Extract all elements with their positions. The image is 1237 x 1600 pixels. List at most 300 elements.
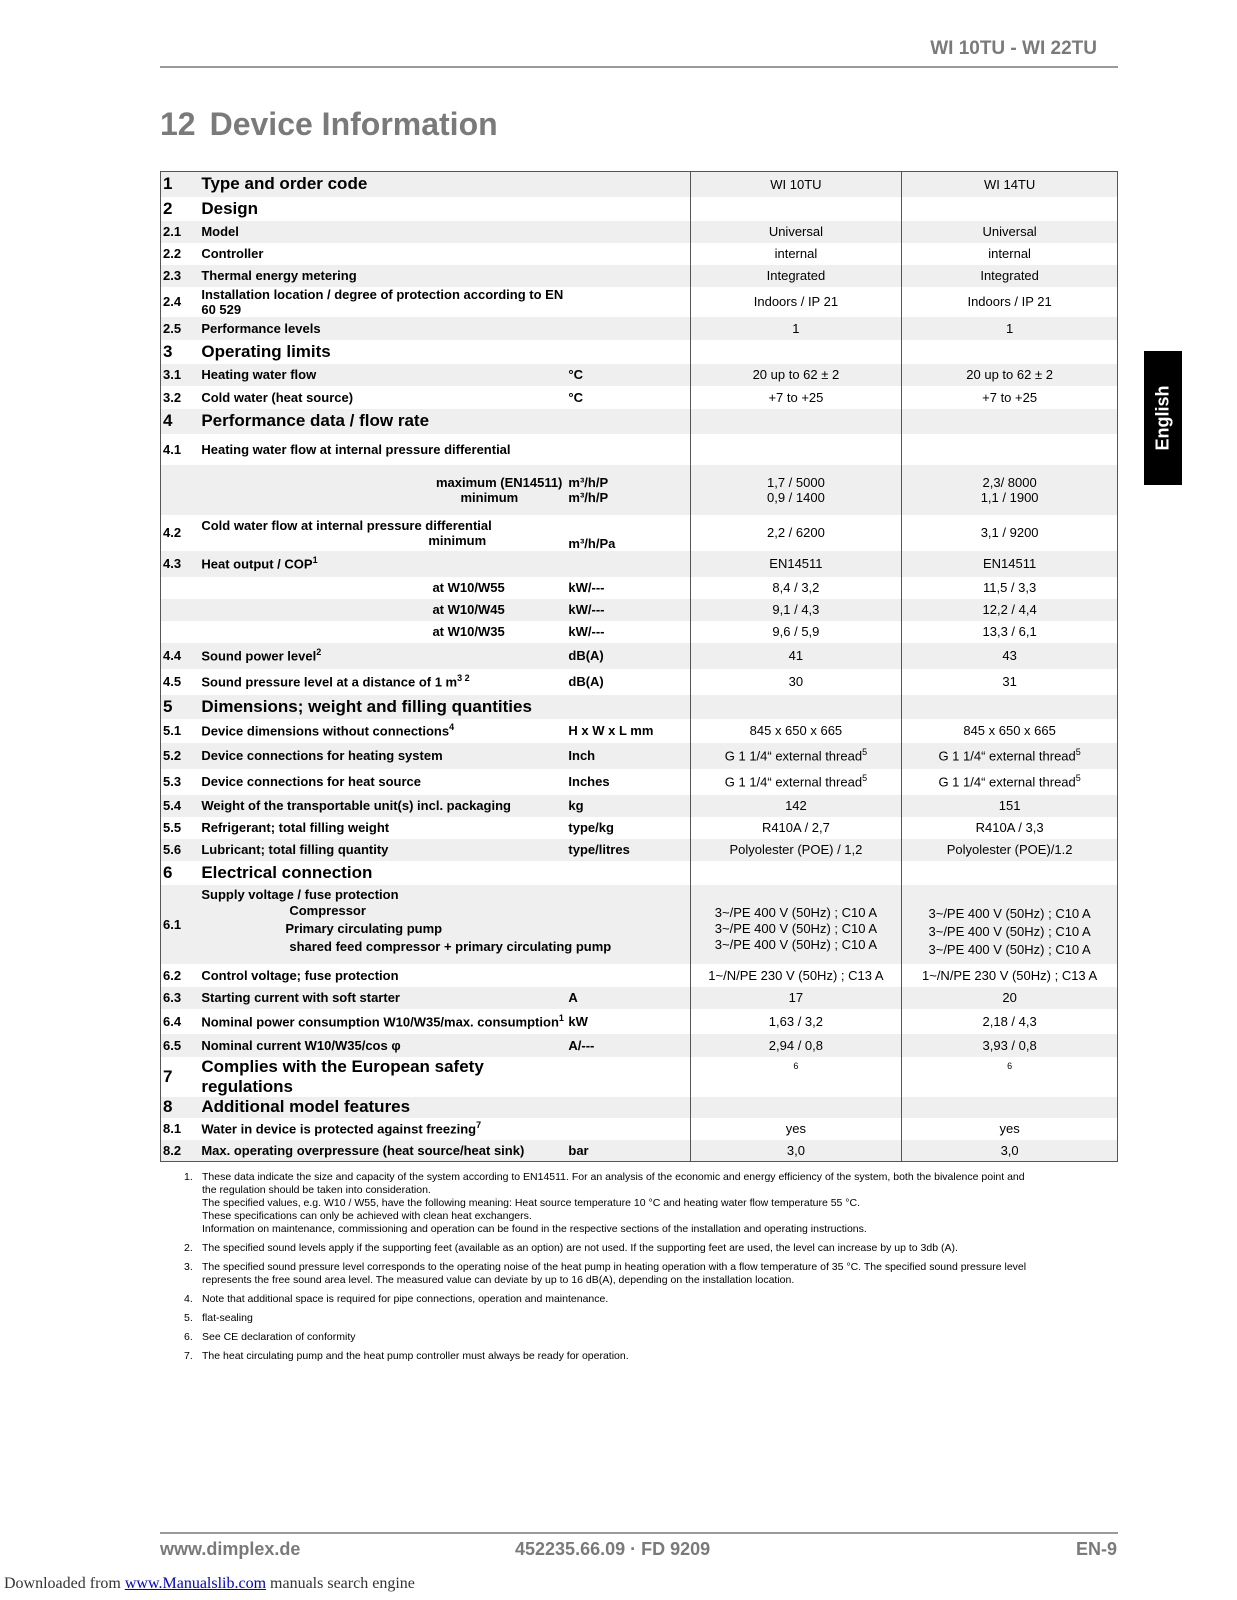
- row-number: 2.5: [161, 317, 200, 340]
- row-label: Thermal energy metering: [201, 268, 357, 283]
- row-sublabel: maximum (EN14511): [435, 474, 563, 490]
- footnote-number: 6.: [184, 1331, 193, 1343]
- value-wi14tu: G 1 1/4“ external thread: [938, 774, 1076, 790]
- value-wi10tu: 8,4 / 3,2: [690, 577, 902, 599]
- row-label-cell: [199, 1009, 566, 1034]
- row-label: Performance data / flow rate: [201, 411, 430, 430]
- value-wi10tu: yes: [785, 1121, 807, 1136]
- table-row: [161, 743, 1118, 769]
- value-wi10tu: 1~/N/PE 230 V (50Hz) ; C13 A: [708, 967, 884, 983]
- row-unit: m³/h/P: [568, 474, 609, 490]
- row-unit: kW/---: [566, 621, 690, 643]
- value-wi10tu: R410A / 2,7: [761, 820, 830, 835]
- table-row: [161, 409, 1118, 434]
- footnote-text: These specifications can only be achieved with clean heat exchangers.: [202, 1210, 532, 1222]
- value-wi14tu: G 1 1/4“ external thread: [938, 748, 1076, 764]
- row-label-cell: [199, 386, 566, 409]
- row-label: Dimensions; weight and filling quantities: [201, 696, 532, 716]
- value-wi10tu: 2,2 / 6200: [690, 515, 902, 551]
- footnote-ref: 4: [449, 722, 455, 733]
- row-unit: bar: [566, 1140, 690, 1162]
- row-unit: [566, 964, 690, 987]
- row-label: Water in device is protected against freezing: [201, 1121, 477, 1137]
- footnote-text: The specified sound levels apply if the supporting feet (available as an option) are not used. If the supporting feet are used, the level can increase by up to 3db (A).: [202, 1242, 958, 1254]
- row-unit: [566, 221, 690, 243]
- table-row: [161, 577, 1118, 599]
- value-wi14tu: 6: [1007, 1060, 1013, 1071]
- row-label: Additional model features: [201, 1097, 411, 1116]
- row-number: 6.3: [161, 987, 200, 1009]
- value-wi10tu: 1,7 / 5000: [767, 474, 825, 490]
- row-label-cell: [199, 839, 566, 861]
- value-wi10tu-cell: [690, 669, 902, 695]
- value-wi14tu-cell: [902, 172, 1118, 197]
- footnote-number: 3.: [184, 1261, 193, 1273]
- table-row: [161, 317, 1118, 340]
- footnote-ref: 5: [862, 747, 868, 758]
- value-wi14tu-cell: [902, 964, 1118, 987]
- value-wi10tu: 30: [788, 674, 804, 689]
- table-row: [161, 817, 1118, 839]
- value-wi14tu-cell: [902, 987, 1118, 1009]
- row-label-cell: [199, 265, 566, 287]
- value-wi10tu: Polyolester (POE) / 1,2: [729, 842, 863, 857]
- row-number: 4.5: [161, 669, 200, 695]
- footnote-text: The heat circulating pump and the heat pump controller must always be ready for operation.: [202, 1350, 629, 1362]
- row-label-cell: [199, 287, 566, 317]
- value-wi14tu-cell: [902, 197, 1118, 221]
- row-label-cell: [199, 465, 432, 515]
- row-unit: kW/---: [566, 577, 690, 599]
- table-row: [161, 621, 1118, 643]
- row-unit: m³/h/Pa: [566, 515, 690, 551]
- value-wi14tu: 2,3/ 8000: [982, 474, 1037, 490]
- value-wi10tu-cell: [690, 340, 902, 364]
- value-wi10tu: 1,63 / 3,2: [768, 1013, 824, 1029]
- row-number: 5.3: [161, 769, 200, 795]
- row-label: Performance levels: [201, 320, 321, 336]
- footnote-item: [184, 1350, 1104, 1363]
- value-wi14tu-cell: [902, 1057, 1118, 1097]
- row-number: 8: [161, 1097, 200, 1118]
- table-row: [161, 1140, 1118, 1162]
- row-number: 6: [161, 861, 200, 885]
- value-wi10tu-cell: [690, 386, 902, 409]
- row-unit: [566, 317, 690, 340]
- value-wi14tu-cell: [902, 265, 1118, 287]
- row-label-cell: [199, 861, 566, 885]
- row-number: 4.4: [161, 643, 200, 669]
- row-label-cell: [199, 743, 566, 769]
- value-wi10tu-cell: [690, 695, 902, 719]
- value-wi14tu: 20: [1002, 990, 1017, 1005]
- value-wi10tu: +7 to +25: [768, 389, 824, 405]
- row-unit-cell: [566, 465, 690, 515]
- value-wi14tu: 845 x 650 x 665: [963, 723, 1056, 738]
- value-wi10tu: 41: [788, 648, 804, 663]
- row-number: 5.5: [161, 817, 200, 839]
- value-wi14tu-cell: [902, 643, 1118, 669]
- value-wi10tu: G 1 1/4“ external thread: [724, 774, 863, 790]
- table-row: [161, 221, 1118, 243]
- row-sublabel: Primary circulating pump: [285, 920, 443, 936]
- table-row: [161, 197, 1118, 221]
- row-label: Device connections for heating system: [201, 748, 443, 763]
- value-wi14tu: +7 to +25: [982, 389, 1038, 405]
- row-number: 2.3: [161, 265, 200, 287]
- footnote-text: See CE declaration of conformity: [202, 1331, 356, 1343]
- row-label: Lubricant; total filling quantity: [201, 842, 389, 857]
- value-wi10tu-cell: [690, 265, 902, 287]
- row-unit: A/---: [566, 1034, 690, 1057]
- row-label: Nominal current W10/W35/cos φ: [201, 1037, 401, 1053]
- value-wi10tu: 20 up to 62 ± 2: [752, 367, 840, 382]
- table-row: [161, 839, 1118, 861]
- row-label: Nominal power consumption W10/W35/max. consumption: [201, 1014, 559, 1030]
- value-wi10tu: G 1 1/4“ external thread: [724, 748, 863, 764]
- row-label-cell: [199, 795, 566, 817]
- header-rule: [160, 66, 1118, 68]
- value-wi14tu: Universal: [982, 224, 1037, 239]
- table-row: [161, 1057, 1118, 1097]
- row-unit: dB(A): [566, 669, 690, 695]
- footnote-item: [184, 1171, 1104, 1236]
- row-number: [161, 577, 200, 599]
- row-number: 1: [161, 172, 200, 197]
- value-wi14tu-cell: [902, 386, 1118, 409]
- value-wi14tu: EN14511: [982, 556, 1037, 571]
- value-wi10tu: 142: [785, 798, 807, 813]
- row-unit: [566, 1097, 690, 1118]
- footnote-item: [184, 1331, 1104, 1344]
- value-wi10tu-cell: [690, 243, 902, 265]
- value-wi14tu: yes: [999, 1121, 1020, 1136]
- row-number: 6.5: [161, 1034, 200, 1057]
- value-wi10tu-cell: [690, 1034, 902, 1057]
- table-row: [161, 861, 1118, 885]
- row-number: [161, 465, 200, 515]
- value-wi14tu: Indoors / IP 21: [967, 294, 1052, 309]
- row-label-cell: [199, 885, 690, 964]
- value-wi10tu: 9,1 / 4,3: [690, 599, 902, 621]
- row-label-cell: [199, 172, 566, 197]
- row-label-cell: [199, 769, 566, 795]
- row-label-cell: [199, 551, 566, 577]
- row-unit: [566, 861, 690, 885]
- row-label-cell: [199, 987, 566, 1009]
- value-wi14tu: 3~/PE 400 V (50Hz) ; C10 A: [928, 924, 1091, 939]
- value-wi14tu: 3,1 / 9200: [902, 515, 1118, 551]
- row-label-cell: [199, 1118, 566, 1140]
- row-sublabel: Compressor: [289, 902, 366, 918]
- value-wi14tu-cell: [902, 1009, 1118, 1034]
- row-unit: [566, 551, 690, 577]
- value-wi10tu: 845 x 650 x 665: [749, 723, 843, 738]
- table-row: [161, 669, 1118, 695]
- value-wi10tu-cell: [690, 197, 902, 221]
- table-row: [161, 386, 1118, 409]
- row-unit: °C: [566, 386, 690, 409]
- value-wi14tu: 43: [1002, 648, 1017, 663]
- row-number: 8.1: [161, 1118, 200, 1140]
- row-label: Starting current with soft starter: [201, 990, 400, 1005]
- row-label: Electrical connection: [201, 862, 373, 882]
- value-wi14tu-cell: [902, 861, 1118, 885]
- footnote-ref: 5: [862, 773, 868, 784]
- value-wi14tu-cell: [902, 221, 1118, 243]
- footnote-ref: 5: [1075, 747, 1081, 758]
- row-unit: H x W x L mm: [566, 719, 690, 743]
- value-wi14tu: Polyolester (POE)/1.2: [946, 842, 1073, 857]
- footnote-text: The specified sound pressure level corresponds to the operating noise of the heat pump in heating operation with a flow temperature of 35 °C. The specified sound pressure level: [202, 1261, 1027, 1273]
- download-notice: [4, 1575, 415, 1593]
- row-label-cell: [199, 243, 566, 265]
- table-row: [161, 1034, 1118, 1057]
- value-wi10tu-cell: [690, 987, 902, 1009]
- footnote-text: flat-sealing: [202, 1312, 253, 1324]
- value-wi10tu: 3~/PE 400 V (50Hz) ; C10 A: [714, 921, 878, 936]
- row-unit: [566, 340, 690, 364]
- device-info-table: [160, 171, 1118, 1162]
- row-label-cell: [199, 577, 432, 599]
- value-wi14tu: 11,5 / 3,3: [902, 577, 1118, 599]
- row-label-cell: [199, 221, 566, 243]
- row-unit: °C: [566, 364, 690, 386]
- row-number: 4.2: [161, 515, 200, 551]
- row-number: [161, 621, 200, 643]
- row-label: Heating water flow: [201, 367, 317, 382]
- row-number: 5.2: [161, 743, 200, 769]
- row-number: 4: [161, 409, 200, 434]
- value-wi14tu-cell: [902, 434, 1118, 465]
- table-row: [161, 719, 1118, 743]
- row-label: Controller: [201, 246, 264, 261]
- row-label: Model: [201, 224, 239, 239]
- download-suffix: manuals search engine: [266, 1575, 415, 1592]
- row-number: 6.2: [161, 964, 200, 987]
- value-wi14tu-cell: [902, 287, 1118, 317]
- footnote-text: These data indicate the size and capacity of the system according to EN14511. For an analysis of the economic and energy efficiency of the system, both the bivalence point and: [202, 1171, 1025, 1183]
- row-unit: A: [566, 987, 690, 1009]
- row-sublabel: minimum: [428, 532, 487, 548]
- value-wi10tu-cell: [690, 1009, 902, 1034]
- row-number: 5.4: [161, 795, 200, 817]
- footnote-ref: 7: [476, 1120, 482, 1131]
- row-label: Weight of the transportable unit(s) incl. packaging: [201, 798, 511, 813]
- table-row: [161, 340, 1118, 364]
- row-number: 6.1: [161, 885, 200, 964]
- value-wi14tu-cell: [902, 551, 1118, 577]
- table-row: [161, 795, 1118, 817]
- row-label-cell: [199, 695, 566, 719]
- value-wi14tu: internal: [988, 246, 1031, 261]
- header-title: WI 10TU - WI 22TU: [930, 38, 1097, 59]
- row-number: 2: [161, 197, 200, 221]
- value-wi14tu: 2,18 / 4,3: [982, 1013, 1037, 1029]
- row-number: 4.1: [161, 434, 200, 465]
- footer-rule: [160, 1532, 1118, 1534]
- row-label: Heat output / COP: [201, 556, 313, 572]
- row-label-cell: [199, 317, 566, 340]
- row-label-cell: [199, 621, 432, 643]
- row-number: [161, 599, 200, 621]
- value-wi14tu-cell: [902, 719, 1118, 743]
- value-wi10tu: WI 10TU: [770, 176, 822, 192]
- table-row: [161, 287, 1118, 317]
- row-label-cell: [199, 1097, 566, 1118]
- value-wi10tu-cell: [690, 817, 902, 839]
- value-wi14tu: 1: [1006, 320, 1014, 336]
- row-unit: m³/h/P: [568, 489, 609, 505]
- value-wi10tu-cell: [690, 719, 902, 743]
- footnote-number: 7.: [184, 1350, 193, 1362]
- row-unit: type/litres: [566, 839, 690, 861]
- value-wi14tu-cell: [902, 795, 1118, 817]
- value-wi14tu-cell: [902, 885, 1118, 964]
- row-label-cell: [199, 817, 566, 839]
- row-label: Cold water flow at internal pressure differential: [201, 517, 492, 533]
- row-label-cell: [199, 719, 566, 743]
- value-wi10tu-cell: [690, 172, 902, 197]
- value-wi14tu: 12,2 / 4,4: [902, 599, 1118, 621]
- footnote-ref: 1: [312, 555, 318, 566]
- value-wi14tu-cell: [902, 465, 1118, 515]
- value-wi14tu-cell: [902, 317, 1118, 340]
- row-unit: type/kg: [566, 817, 690, 839]
- value-wi10tu-cell: [690, 317, 902, 340]
- table-row: [161, 243, 1118, 265]
- value-wi10tu-cell: [690, 885, 902, 964]
- download-prefix: Downloaded from: [4, 1575, 125, 1592]
- row-label: Installation location / degree of protection according to EN 60 529: [201, 286, 564, 317]
- table-row: [161, 265, 1118, 287]
- value-wi14tu-cell: [902, 1140, 1118, 1162]
- row-label: Heating water flow at internal pressure differential: [201, 441, 511, 457]
- value-wi10tu-cell: [690, 364, 902, 386]
- table-row: [161, 364, 1118, 386]
- value-wi10tu: 2,94 / 0,8: [768, 1037, 824, 1053]
- value-wi14tu: R410A / 3,3: [975, 820, 1044, 835]
- row-sublabel: at W10/W55: [432, 577, 566, 599]
- row-label-cell: [199, 340, 566, 364]
- table-row: [161, 964, 1118, 987]
- value-wi10tu-cell: [690, 743, 902, 769]
- value-wi10tu: 1: [792, 320, 800, 336]
- row-label: Type and order code: [201, 174, 368, 194]
- value-wi14tu-cell: [902, 364, 1118, 386]
- value-wi10tu-cell: [690, 1057, 902, 1097]
- value-wi14tu: 20 up to 62 ± 2: [966, 367, 1053, 382]
- table-row: [161, 769, 1118, 795]
- language-tab: [1144, 351, 1182, 485]
- row-sublabel: shared feed compressor + primary circulating pump: [289, 938, 612, 954]
- row-label: Operating limits: [201, 341, 331, 361]
- value-wi10tu-cell: [690, 551, 902, 577]
- row-label-cell: [199, 1057, 566, 1097]
- value-wi10tu-cell: [690, 465, 902, 515]
- value-wi10tu-cell: [690, 434, 902, 465]
- footnote-ref: 3 2: [457, 673, 470, 684]
- row-number: 3.2: [161, 386, 200, 409]
- value-wi14tu: 3,93 / 0,8: [982, 1037, 1037, 1053]
- table-row: [161, 643, 1118, 669]
- row-number: 6.4: [161, 1009, 200, 1034]
- value-wi10tu-cell: [690, 839, 902, 861]
- manualslib-link[interactable]: www.Manualslib.com: [124, 1575, 267, 1592]
- row-unit: [566, 172, 690, 197]
- footer-website: www.dimplex.de: [160, 1539, 301, 1559]
- row-label-cell: [199, 515, 566, 551]
- value-wi10tu: 3~/PE 400 V (50Hz) ; C10 A: [714, 937, 878, 952]
- value-wi10tu-cell: [690, 287, 902, 317]
- table-row: [161, 465, 1118, 515]
- row-label: Device connections for heat source: [201, 774, 421, 789]
- footnotes-list: [184, 1171, 1104, 1369]
- row-unit: [566, 197, 690, 221]
- value-wi10tu-cell: [690, 1140, 902, 1162]
- row-sublabel: at W10/W45: [432, 599, 566, 621]
- footnote-ref: 2: [316, 647, 322, 658]
- footnote-text: The specified values, e.g. W10 / W55, have the following meaning: Heat source temperature 10 °C and heating water flow temperature 55 °C.: [202, 1197, 860, 1209]
- row-unit: Inch: [566, 743, 690, 769]
- footnote-number: 2.: [184, 1242, 193, 1254]
- row-number: 4.3: [161, 551, 200, 577]
- footnote-text: represents the free sound area level. The measured value can deviate by up to 16 dB(A), depending on the installation location.: [202, 1274, 795, 1286]
- footnote-text: Information on maintenance, commissioning and operation can be found in the respective sections of the installation and operating instructions.: [202, 1223, 867, 1235]
- row-unit: dB(A): [566, 643, 690, 669]
- value-wi10tu-cell: [690, 1097, 902, 1118]
- value-wi14tu-cell: [902, 839, 1118, 861]
- row-number: 5: [161, 695, 200, 719]
- footnote-text: Note that additional space is required for pipe connections, operation and maintenance.: [202, 1293, 609, 1305]
- footnote-number: 5.: [184, 1312, 193, 1324]
- page-title: [160, 106, 498, 143]
- value-wi10tu: Indoors / IP 21: [753, 294, 839, 309]
- row-number: 7: [161, 1057, 200, 1097]
- value-wi10tu: 0,9 / 1400: [767, 489, 825, 505]
- row-unit: [566, 265, 690, 287]
- table-row: [161, 599, 1118, 621]
- value-wi10tu-cell: [690, 1118, 902, 1140]
- table-row: [161, 1118, 1118, 1140]
- row-sublabel-cell: [432, 465, 566, 515]
- value-wi14tu-cell: [902, 695, 1118, 719]
- table-row: [161, 987, 1118, 1009]
- row-sublabel: minimum: [460, 489, 519, 505]
- table-row: [161, 515, 1118, 551]
- row-label-cell: [199, 1034, 566, 1057]
- row-label: Complies with the European safety regulations: [201, 1056, 484, 1096]
- footnote-ref: 5: [1075, 773, 1081, 784]
- table-row: [161, 172, 1118, 197]
- row-number: 5.6: [161, 839, 200, 861]
- value-wi14tu-cell: [902, 1034, 1118, 1057]
- footnote-item: [184, 1312, 1104, 1325]
- row-unit: kW: [566, 1009, 690, 1034]
- footnote-number: 1.: [184, 1171, 193, 1183]
- footnote-item: [184, 1261, 1104, 1287]
- table-row: [161, 551, 1118, 577]
- value-wi14tu-cell: [902, 340, 1118, 364]
- value-wi10tu-cell: [690, 221, 902, 243]
- row-number: 2.1: [161, 221, 200, 243]
- table-row: [161, 1097, 1118, 1118]
- value-wi14tu-cell: [902, 1097, 1118, 1118]
- row-label-cell: [199, 599, 432, 621]
- value-wi14tu: 13,3 / 6,1: [902, 621, 1118, 643]
- row-unit: [566, 1057, 690, 1097]
- row-number: 2.4: [161, 287, 200, 317]
